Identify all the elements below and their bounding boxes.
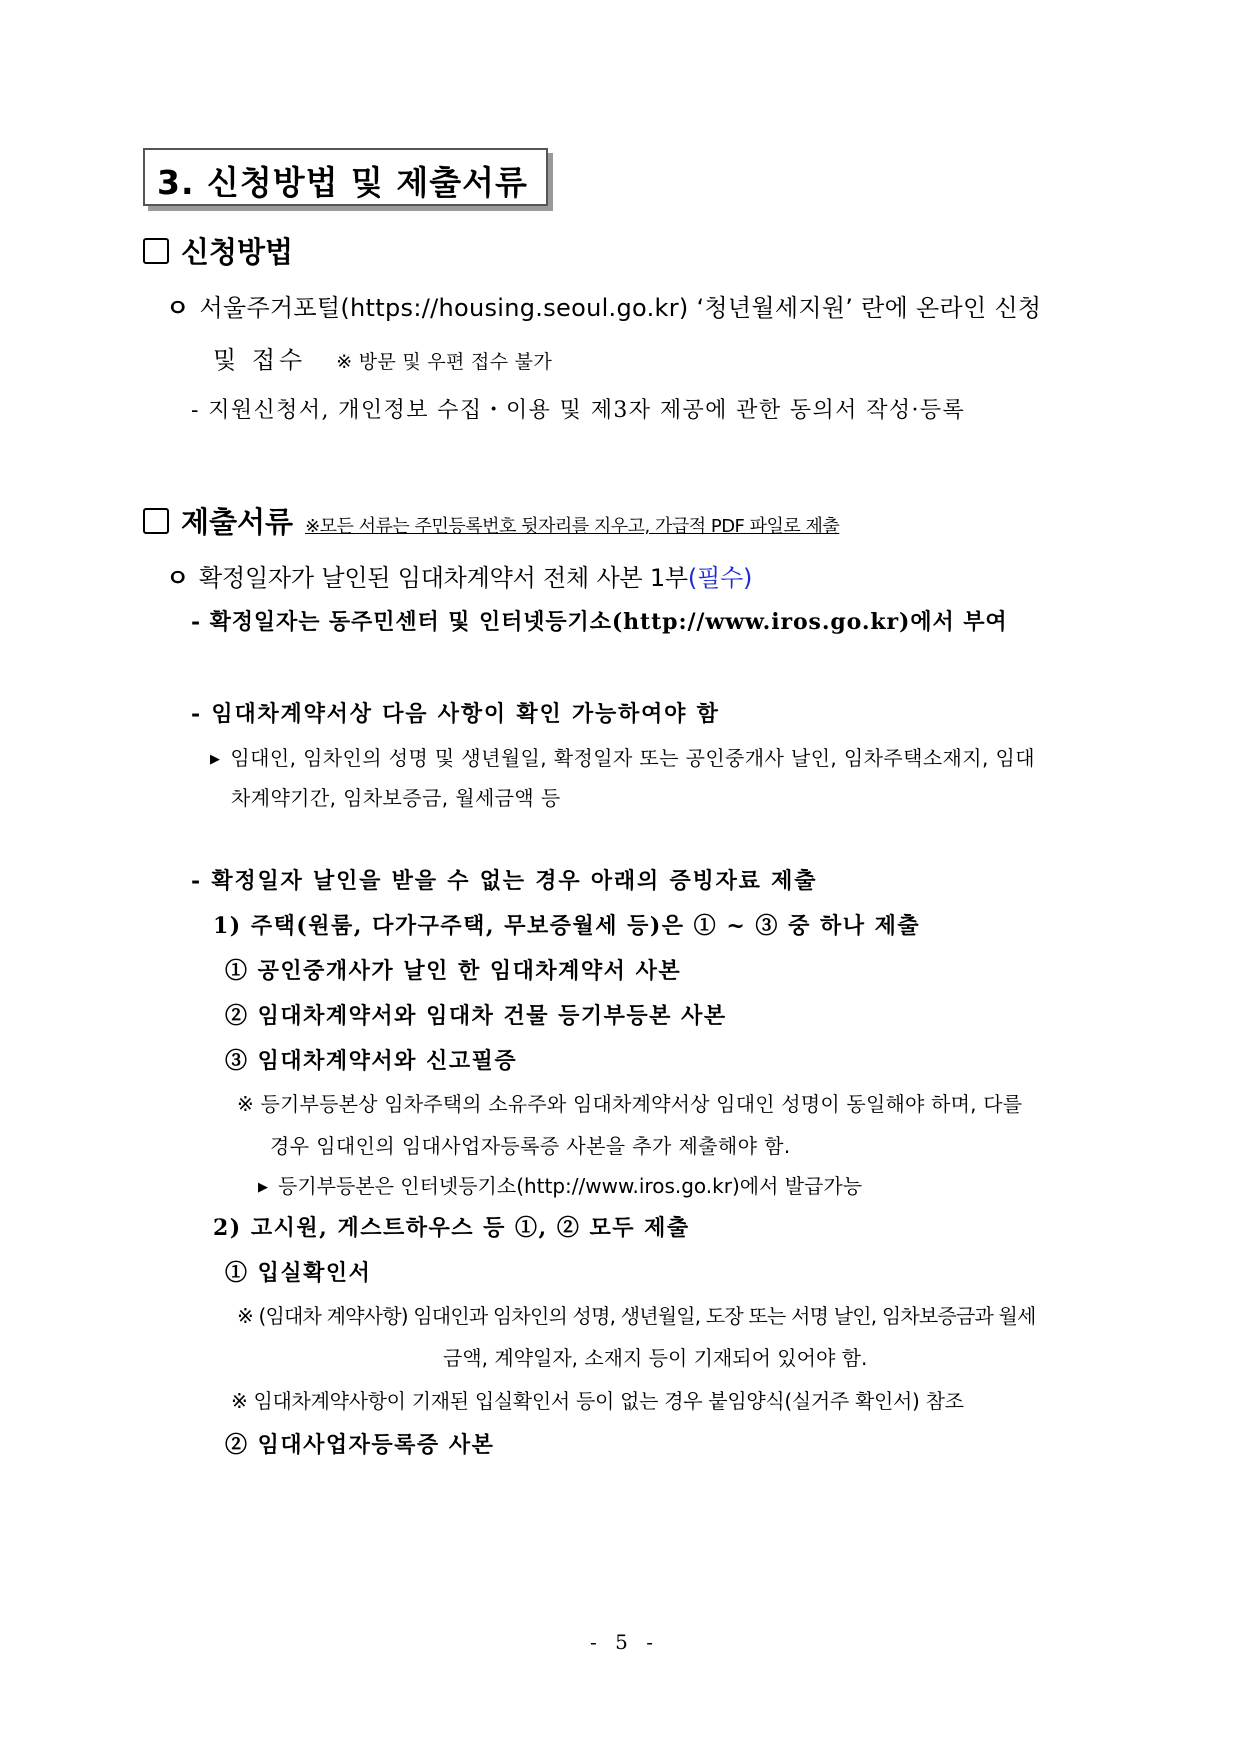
docs-g2-note-a: ※ (임대차 계약사항) 임대인과 임차인의 성명, 생년월일, 도장 또는 서명 날인, 임차보증금과 월세	[237, 1304, 1036, 1328]
apply-line1	[166, 288, 1041, 323]
docs-main	[166, 558, 752, 593]
docs-g2-item1: ① 입실확인서	[225, 1260, 372, 1286]
docs-g2: 2) 고시원, 게스트하우스 등 ①, ② 모두 제출	[213, 1215, 690, 1241]
docs-g2-note-b: 금액, 계약일자, 소재지 등이 기재되어 있어야 함.	[443, 1346, 868, 1370]
docs-g1-item3: ③ 임대차계약서와 신고필증	[225, 1048, 518, 1074]
docs-g1-item2: ② 임대차계약서와 임대차 건물 등기부등본 사본	[225, 1003, 727, 1029]
docs-main-text: 확정일자가 날인된 임대차계약서 전체 사본 1부	[198, 564, 688, 592]
apply-line1-text: 서울주거포털(https://housing.seoul.go.kr) ‘청년월세지원’ 란에 온라인 신청	[199, 294, 1042, 322]
docs-d2-b: 차계약기간, 임차보증금, 월세금액 등	[231, 786, 561, 810]
apply-heading: 신청방법	[181, 235, 294, 269]
apply-heading-row	[143, 230, 293, 271]
docs-heading-row	[143, 500, 839, 541]
circle-bullet-icon: ㅇ	[166, 564, 189, 592]
apply-line2-note: ※ 방문 및 우편 접수 불가	[336, 351, 552, 373]
apply-line2-text: 및 접수	[213, 346, 307, 374]
required-label: (필수)	[687, 564, 753, 592]
docs-g1-note-c-text: 등기부등본은 인터넷등기소(http://www.iros.go.kr)에서 발급가능	[278, 1174, 863, 1198]
docs-d2-a	[210, 742, 1035, 771]
docs-heading-note: ※모든 서류는 주민등록번호 뒷자리를 지우고, 가급적 PDF 파일로 제출	[305, 516, 840, 537]
docs-d2: - 임대차계약서상 다음 사항이 확인 가능하여야 함	[191, 701, 720, 727]
checkbox-square-icon	[143, 238, 169, 264]
circle-bullet-icon: ㅇ	[166, 294, 190, 322]
docs-g1-note-c	[258, 1170, 862, 1199]
apply-sub: - 지원신청서, 개인정보 수집・이용 및 제3자 제공에 관한 동의서 작성·등록	[191, 398, 966, 423]
apply-line2	[213, 340, 552, 375]
triangle-bullet-icon: ▶	[210, 752, 221, 767]
docs-g1-note-b: 경우 임대인의 임대사업자등록증 사본을 추가 제출해야 함.	[270, 1134, 791, 1158]
docs-g1-item1: ① 공인중개사가 날인 한 임대차계약서 사본	[225, 958, 682, 984]
docs-g2-note-c: ※ 임대차계약사항이 기재된 입실확인서 등이 없는 경우 붙임양식(실거주 확인서) 참조	[231, 1389, 964, 1413]
docs-heading: 제출서류	[181, 505, 294, 539]
page-number: - 5 -	[590, 1630, 659, 1654]
docs-d2-a-text: 임대인, 임차인의 성명 및 생년월일, 확정일자 또는 공인중개사 날인, 임차주택소재지, 임대	[230, 746, 1035, 770]
docs-g1: 1) 주택(원룸, 다가구주택, 무보증월세 등)은 ① ~ ③ 중 하나 제출	[213, 913, 921, 939]
checkbox-square-icon	[143, 508, 169, 534]
docs-d1: - 확정일자는 동주민센터 및 인터넷등기소(http://www.iros.go.kr)에서 부여	[191, 609, 1008, 635]
docs-d3: - 확정일자 날인을 받을 수 없는 경우 아래의 증빙자료 제출	[191, 868, 818, 894]
section-title-box	[143, 148, 548, 206]
docs-g1-note-a: ※ 등기부등본상 임차주택의 소유주와 임대차계약서상 임대인 성명이 동일해야 하며, 다를	[237, 1092, 1023, 1116]
triangle-bullet-icon: ▶	[258, 1180, 268, 1195]
section-title: 3. 신청방법 및 제출서류	[157, 163, 528, 202]
docs-g2-item2: ② 임대사업자등록증 사본	[225, 1432, 495, 1458]
